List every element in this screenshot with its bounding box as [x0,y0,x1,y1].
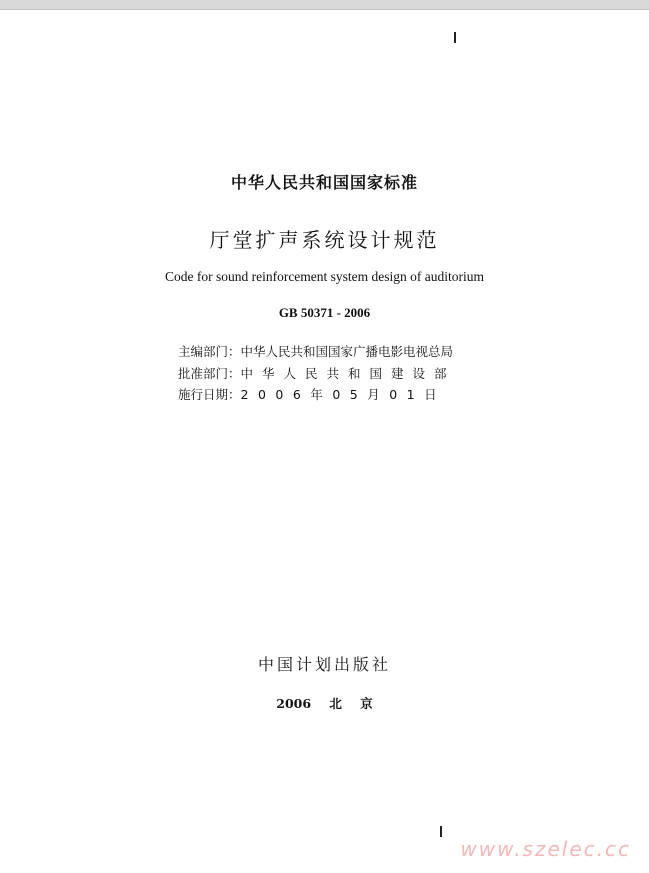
info-label: 批准部门： [178,365,241,381]
info-value: 2006年05月01日 [240,387,447,402]
standard-category: 中华人民共和国国家标准 [230,173,418,192]
viewer-top-bar [0,0,649,10]
standard-number: GB 50371 - 2006 [278,305,371,320]
document-page [0,10,649,873]
info-value: 中华人民共和国建设部 [240,365,456,381]
binding-mark-top [454,32,456,43]
info-row-approver [178,363,456,385]
watermark: www.szelec.cc [460,837,631,861]
info-label: 施行日期： [178,387,241,402]
binding-mark-bottom [440,826,442,837]
info-row-editor [178,341,456,363]
title-chinese: 厅堂扩声系统设计规范 [209,228,440,252]
info-value: 中华人民共和国国家广播电影电视总局 [240,344,454,359]
title-english: Code for sound reinforcement system design of auditorium [164,269,485,284]
info-label: 主编部门： [178,344,241,359]
place-year: 2006 北 京 [276,696,373,711]
issuing-info [178,341,456,406]
publisher: 中国计划出版社 [257,655,391,674]
info-row-effective-date [178,384,456,406]
